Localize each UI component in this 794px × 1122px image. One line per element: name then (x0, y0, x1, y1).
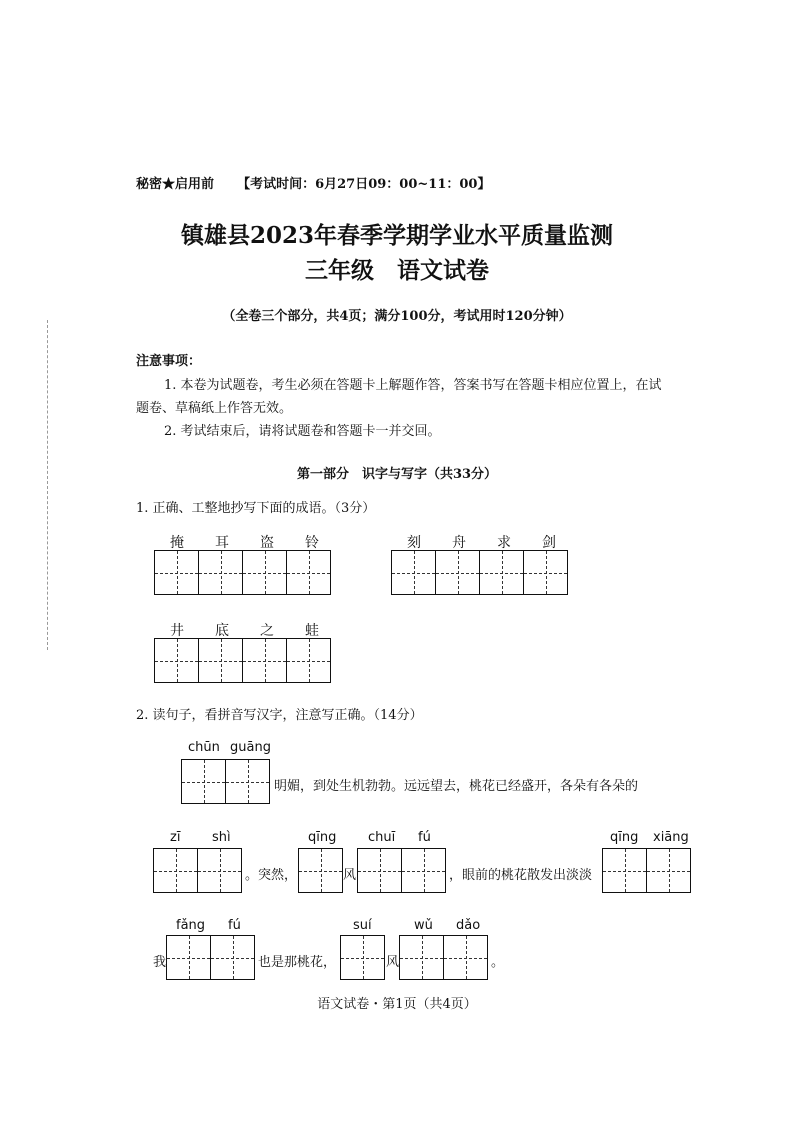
idiom-char: 掩 (170, 535, 184, 551)
page-footer: 语文试卷・第1页（共4页） (317, 997, 477, 1012)
idiom-char: 求 (497, 535, 511, 551)
page-subtitle-grade: 三年级 语文试卷 (305, 257, 489, 284)
idiom-char: 蛙 (305, 623, 319, 639)
notice-item-1-line-2: 题卷、草稿纸上作答无效。 (136, 401, 293, 416)
pinyin-shi: shì (212, 830, 231, 845)
idiom-char: 井 (170, 623, 184, 639)
part1-heading: 第一部分 识字与写字（共33分） (296, 467, 498, 482)
sentence-line-2-c: ，眼前的桃花散发出淡淡 (449, 868, 593, 883)
writing-grid-fangfu[interactable] (166, 935, 255, 980)
idiom-char: 盗 (260, 535, 274, 551)
idiom-char: 刻 (407, 535, 421, 551)
idiom-char: 底 (215, 623, 229, 639)
pinyin-qing-2: qīng (610, 830, 639, 845)
writing-grid-idiom-2[interactable] (391, 550, 568, 595)
exam-time: 【考试时间：6月27日09：00~11：00】 (237, 177, 491, 192)
pinyin-fu-1: fú (418, 830, 431, 845)
pinyin-fu-2: fú (228, 918, 241, 933)
idiom-char: 耳 (215, 535, 229, 551)
writing-grid-sui[interactable] (340, 935, 385, 980)
q2-text: 2. 读句子，看拼音写汉字，注意写正确。（14分） (136, 708, 423, 723)
pinyin-qing-1: qīng (308, 830, 337, 845)
pinyin-fang: fǎng (176, 918, 206, 933)
writing-grid-qingxiang[interactable] (602, 848, 691, 893)
writing-grid-idiom-3[interactable] (154, 638, 331, 683)
writing-grid-chunguang[interactable] (181, 759, 270, 804)
notice-item-1-line-1: 1. 本卷为试题卷，考生必须在答题卡上解题作答，答案书写在答题卡相应位置上，在试 (164, 378, 662, 393)
sentence-line-1: 明媚，到处生机勃勃。远远望去，桃花已经盛开，各朵有各朵的 (274, 779, 639, 794)
pinyin-dao: dǎo (456, 918, 481, 933)
sentence-line-3-d: 。 (491, 955, 505, 970)
pinyin-xiang: xiāng (653, 830, 689, 845)
writing-grid-chuifu[interactable] (357, 848, 446, 893)
q1-text: 1. 正确、工整地抄写下面的成语。（3分） (136, 501, 376, 516)
pinyin-guang: guāng (230, 740, 271, 755)
notice-heading: 注意事项： (136, 354, 202, 369)
page-title: 镇雄县2023年春季学期学业水平质量监测 (180, 222, 613, 249)
secret-label: 秘密★启用前 (136, 177, 215, 192)
idiom-char: 之 (260, 623, 274, 639)
exam-info: （全卷三个部分，共4页；满分100分，考试用时120分钟） (222, 309, 572, 324)
pinyin-chun: chūn (188, 740, 220, 755)
pinyin-zi: zī (170, 830, 181, 845)
writing-grid-qing[interactable] (298, 848, 343, 893)
writing-grid-idiom-1[interactable] (154, 550, 331, 595)
sentence-line-2-b: 风 (343, 868, 357, 883)
binding-line (47, 320, 48, 650)
idiom-char: 舟 (452, 535, 466, 551)
sentence-line-3-c: 风 (386, 955, 400, 970)
notice-item-2: 2. 考试结束后，请将试题卷和答题卡一并交回。 (164, 424, 441, 439)
pinyin-sui: suí (353, 918, 372, 933)
header-line (136, 173, 490, 192)
idiom-char: 剑 (542, 535, 556, 551)
idiom-char: 铃 (305, 535, 319, 551)
writing-grid-wudao[interactable] (399, 935, 488, 980)
sentence-line-2-a: 。突然， (245, 868, 298, 883)
pinyin-wu: wǔ (414, 918, 433, 933)
pinyin-chui: chuī (368, 830, 396, 845)
writing-grid-zishi[interactable] (153, 848, 242, 893)
sentence-line-3-b: 也是那桃花， (258, 955, 337, 970)
sentence-line-3-a: 我 (153, 955, 167, 970)
